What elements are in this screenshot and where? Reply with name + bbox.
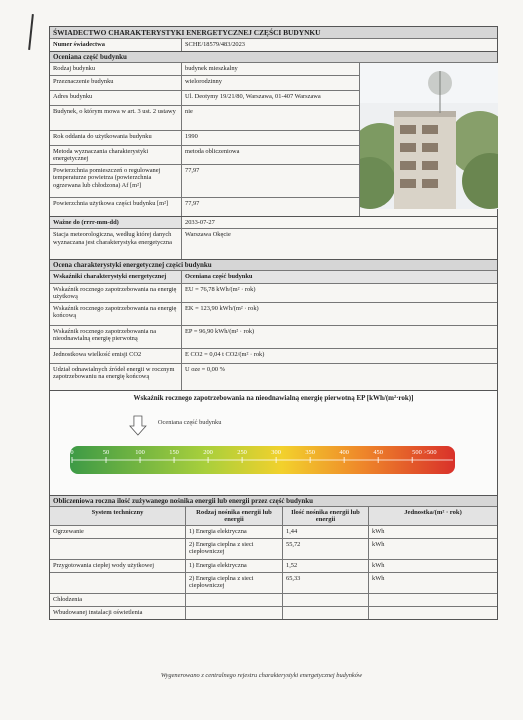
system-cell: Przygotowania ciepłej wody użytkowej	[50, 560, 186, 572]
tick-label: 450	[373, 448, 383, 456]
type-cell: 2) Energia cieplna z sieci ciepłowniczej	[186, 573, 283, 593]
row-value: 77,97	[185, 166, 200, 174]
amount-cell: 55,72	[283, 539, 369, 559]
row-label: Adres budynku	[50, 91, 182, 105]
unit-cell	[369, 594, 497, 606]
section2-header: Ocena charakterystyki energetycznej części budynku	[50, 259, 497, 270]
system-cell: Chłodzenia	[50, 594, 186, 606]
valid-label: Ważne do (rrrr-mm-dd)	[50, 217, 182, 229]
row-label: Rok oddania do użytkowania budynku	[50, 131, 182, 145]
valid-value: 2033-07-27	[185, 218, 215, 226]
row-label: Budynek, o którym mowa w art. 3 ust. 2 ustawy	[50, 106, 182, 130]
amount-cell: 65,33	[283, 573, 369, 593]
indicator-label: Udział odnawialnych źródeł energii w rocznym zapotrzebowaniu na energię końcową	[50, 364, 182, 390]
chart-title: Wskaźnik rocznego zapotrzebowania na nieodnawialną energię pierwotną EP [kWh/(m²·rok)]	[133, 393, 414, 402]
ep-chart	[50, 390, 497, 495]
tick-label: 250	[237, 448, 247, 456]
indicator-value: EP = 96,90 kWh/(m² · rok)	[185, 327, 255, 335]
indicator-value: EU = 76,78 kWh/(m² · rok)	[185, 285, 256, 293]
type-cell	[186, 594, 283, 606]
row-value: metoda obliczeniowa	[185, 147, 240, 155]
tick-label: 350	[305, 448, 315, 456]
system-cell	[50, 573, 186, 593]
tick-label: 400	[339, 448, 349, 456]
ep-marker-label: Oceniana część budynku	[157, 418, 222, 426]
system-cell	[50, 539, 186, 559]
amount-cell: 1,44	[283, 526, 369, 538]
tick-label: 200	[203, 448, 213, 456]
table-row	[50, 538, 497, 559]
tick-label: 500 >500	[412, 448, 437, 456]
table-row	[50, 593, 497, 606]
building-photo	[360, 63, 498, 216]
type-cell	[186, 607, 283, 619]
type-cell: 1) Energia elektryczna	[186, 526, 283, 538]
col-indicators: Wskaźniki charakterystyki energetycznej	[50, 271, 182, 283]
row-label: Metoda wyznaczania charakterystyki energetycznej	[50, 146, 182, 164]
station-value: Warszawa Okęcie	[185, 231, 231, 239]
unit-cell: kWh	[372, 540, 385, 548]
indicator-value: U oze = 0,00 %	[185, 365, 225, 373]
footer-note: Wygenerowano z centralnego rejestru charakterystyki energetycznej budynków	[160, 672, 363, 679]
ep-scale	[50, 402, 495, 492]
table-row	[50, 606, 497, 619]
amount-cell	[283, 607, 369, 619]
handwritten-mark	[28, 14, 34, 50]
col-unit: Jednostka/(m² · rok)	[404, 508, 462, 516]
indicator-label: Wskaźnik rocznego zapotrzebowania na energię użytkową	[50, 284, 182, 302]
col-assessed: Oceniana część budynku	[185, 273, 253, 281]
indicator-label: Jednostkowa wielkość emisji CO2	[50, 349, 182, 363]
ep-marker-arrow	[130, 416, 146, 435]
doc-title: ŚWIADECTWO CHARAKTERYSTYKI ENERGETYCZNEJ CZĘŚCI BUDYNKU	[50, 27, 497, 38]
unit-cell: kWh	[372, 527, 385, 535]
amount-cell: 1,52	[283, 560, 369, 572]
tick-label: 300	[271, 448, 281, 456]
col-amount: Ilość nośnika energii lub energii	[283, 507, 369, 525]
row-value: nie	[185, 107, 193, 115]
unit-cell	[369, 607, 497, 619]
row-value: 77,97	[185, 199, 200, 207]
tick-label: 0	[70, 448, 74, 456]
indicator-value: EK = 123,90 kWh/(m² · rok)	[185, 304, 259, 312]
row-label: Powierzchnia użytkowa części budynku [m²]	[50, 198, 182, 216]
col-system: System techniczny	[50, 507, 186, 525]
col-type: Rodzaj nośnika energii lub energii	[186, 507, 283, 525]
row-value: wielorodzinny	[185, 77, 222, 85]
number-label: Numer świadectwa	[50, 39, 182, 51]
indicator-value: E CO2 = 0,04 t CO2/(m² · rok)	[185, 350, 265, 358]
tick-label: 100	[135, 448, 145, 456]
row-label: Przeznaczenie budynku	[50, 76, 182, 90]
tick-label: 150	[169, 448, 179, 456]
tick-label: 50	[102, 448, 110, 456]
row-value: budynek mieszkalny	[185, 64, 238, 72]
unit-cell: kWh	[372, 574, 385, 582]
unit-cell: kWh	[372, 561, 385, 569]
amount-cell	[283, 594, 369, 606]
indicator-label: Wskaźnik rocznego zapotrzebowania na energię końcową	[50, 303, 182, 325]
station-label: Stacja meteorologiczna, według której danych wyznaczana jest charakterystyka energetyczna	[50, 229, 182, 259]
table-row	[50, 525, 497, 538]
row-value: 1990	[185, 132, 198, 140]
system-cell: Wbudowanej instalacji oświetlenia	[50, 607, 186, 619]
indicator-label: Wskaźnik rocznego zapotrzebowania na nieodnawialną energię pierwotną	[50, 326, 182, 348]
table-row	[50, 559, 497, 572]
row-label: Rodzaj budynku	[50, 63, 182, 75]
section1-header: Oceniana część budynku	[50, 51, 497, 62]
number-value: SCHE/18579/483/2023	[185, 41, 246, 48]
table-row	[50, 572, 497, 593]
type-cell: 1) Energia elektryczna	[186, 560, 283, 572]
section3-header: Obliczeniowa roczna ilość zużywanego nośnika energii lub energii przez część budynku	[50, 495, 497, 506]
row-label: Powierzchnia pomieszczeń o regulowanej temperaturze powietrza (powierzchnia ogrzewana lub chłodzona) Af [m²]	[50, 165, 182, 197]
certificate	[49, 26, 498, 620]
type-cell: 2) Energia cieplna z sieci ciepłowniczej	[186, 539, 283, 559]
row-value: Ul. Deotymy 19/21/80, Warszawa, 01-407 Warszawa	[185, 92, 321, 100]
system-cell: Ogrzewanie	[50, 526, 186, 538]
